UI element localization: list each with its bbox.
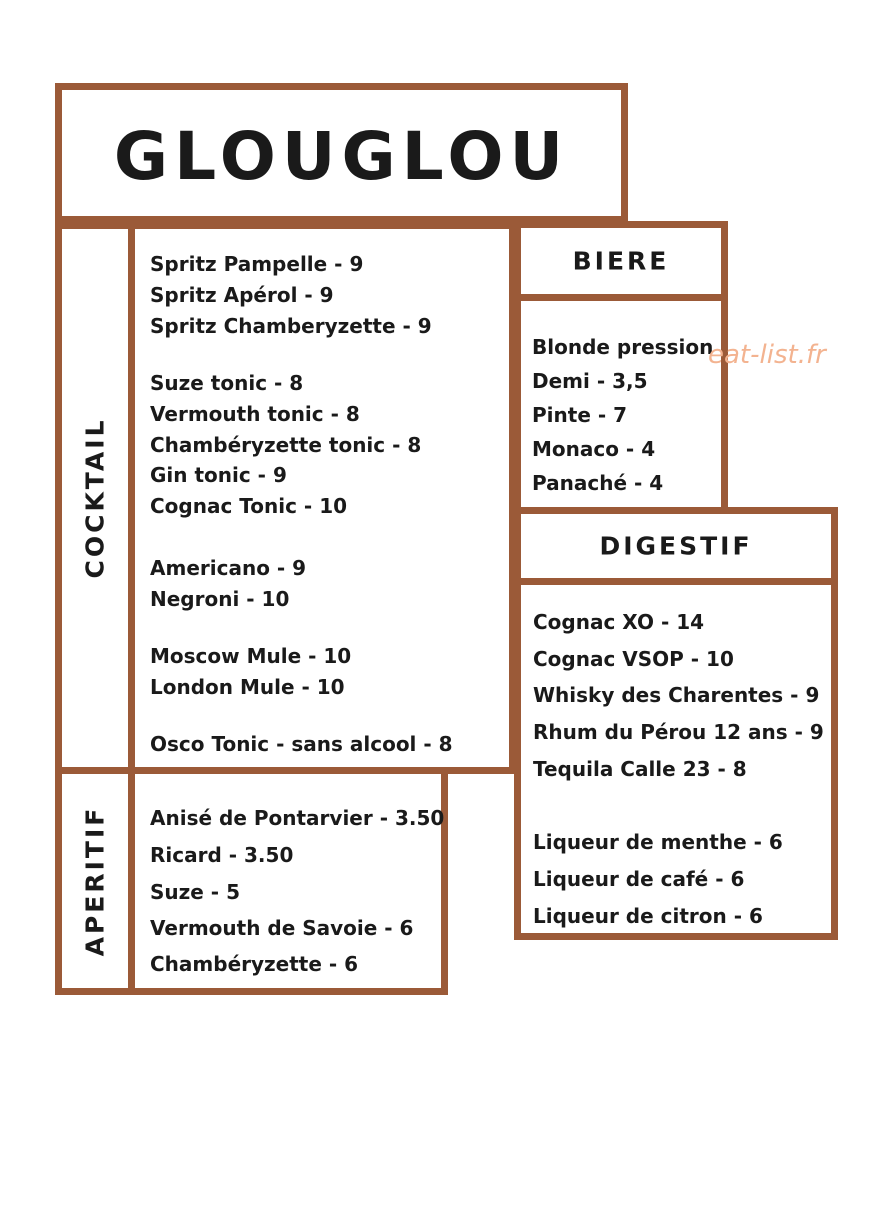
cocktail-item: Spritz Chamberyzette - 9 <box>150 314 432 338</box>
digestif-item: Liqueur de café - 6 <box>533 867 745 891</box>
cocktail-item: Gin tonic - 9 <box>150 463 287 487</box>
cocktail-item: Negroni - 10 <box>150 587 290 611</box>
biere-item: Blonde pression <box>532 335 714 359</box>
biere-item: Demi - 3,5 <box>532 369 648 393</box>
cocktail-item: Spritz Apérol - 9 <box>150 283 334 307</box>
cocktail-list-box <box>128 222 516 774</box>
aperitif-item: Suze - 5 <box>150 880 240 904</box>
digestif-list-box <box>514 578 838 940</box>
biere-header-box <box>514 221 728 301</box>
digestif-header-box <box>514 507 838 585</box>
digestif-item: Cognac XO - 14 <box>533 610 705 634</box>
cocktail-item: London Mule - 10 <box>150 675 345 699</box>
cocktail-item: Americano - 9 <box>150 556 307 580</box>
aperitif-item: Ricard - 3.50 <box>150 843 294 867</box>
aperitif-label-box <box>55 767 135 995</box>
digestif-item: Cognac VSOP - 10 <box>533 647 734 671</box>
digestif-item: Tequila Calle 23 - 8 <box>533 757 747 781</box>
digestif-item: Whisky des Charentes - 9 <box>533 683 820 707</box>
cocktail-item: Osco Tonic - sans alcool - 8 <box>150 732 453 756</box>
cocktail-label-box <box>55 222 135 774</box>
aperitif-item: Vermouth de Savoie - 6 <box>150 916 414 940</box>
cocktail-item: Moscow Mule - 10 <box>150 644 352 668</box>
digestif-item: Rhum du Pérou 12 ans - 9 <box>533 720 824 744</box>
digestif-item: Liqueur de citron - 6 <box>533 904 763 928</box>
aperitif-list-box <box>128 767 448 995</box>
aperitif-item: Anisé de Pontarvier - 3.50 <box>150 806 445 830</box>
biere-list-box <box>514 294 728 514</box>
aperitif-item: Chambéryzette - 6 <box>150 952 359 976</box>
menu-title: GLOUGLOU <box>113 118 570 195</box>
watermark: eat-list.fr <box>708 340 826 370</box>
aperitif-label: APERITIF <box>80 805 110 957</box>
biere-item: Pinte - 7 <box>532 403 628 427</box>
biere-heading: BIERE <box>572 246 670 276</box>
biere-item: Panaché - 4 <box>532 471 664 495</box>
cocktail-item: Spritz Pampelle - 9 <box>150 252 364 276</box>
cocktail-item: Chambéryzette tonic - 8 <box>150 433 422 457</box>
digestif-item: Liqueur de menthe - 6 <box>533 830 783 854</box>
digestif-heading: DIGESTIF <box>599 531 753 561</box>
biere-item: Monaco - 4 <box>532 437 656 461</box>
cocktail-item: Vermouth tonic - 8 <box>150 402 360 426</box>
cocktail-label: COCKTAIL <box>80 417 110 579</box>
cocktail-item: Cognac Tonic - 10 <box>150 494 348 518</box>
cocktail-item: Suze tonic - 8 <box>150 371 304 395</box>
title-box <box>55 83 628 223</box>
